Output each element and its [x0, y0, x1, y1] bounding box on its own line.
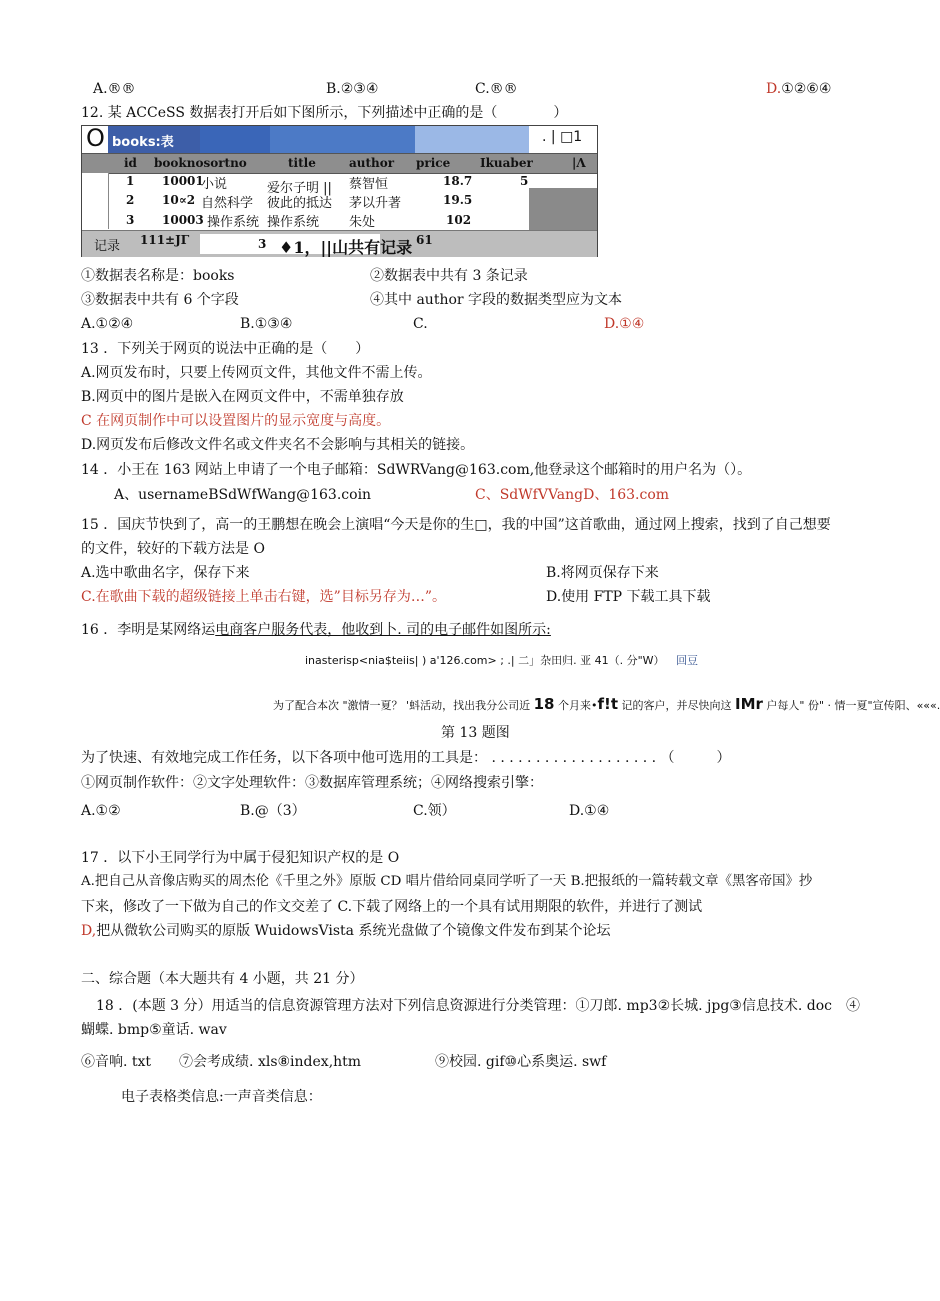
q14-option-a: A、usernameBSdWfWang@163.coin: [114, 487, 372, 503]
q17-line-3-text: 把从微软公司购买的原版 WuidowsVista 系统光盘做了个镜像文件发布到某个论坛: [96, 923, 611, 939]
side-mark: |Λ: [572, 156, 586, 170]
q12-statement-4: ④其中 author 字段的数据类型应为文本: [370, 292, 623, 308]
q14-option-cd: C、SdWfVVangD、163.com: [475, 487, 670, 503]
q12-option-d: D.①④: [604, 316, 645, 332]
q12-statement-3: ③数据表中共有 6 个字段: [81, 292, 239, 308]
q11-option-b: B.②③④: [326, 81, 379, 97]
email-reply-link[interactable]: 回豆: [676, 654, 699, 667]
q15-option-b: B.将网页保存下来: [546, 565, 659, 581]
q16-tools: ①网页制作软件：②文字处理软件：③数据库管理系统；④网络搜索引擎：: [81, 775, 543, 791]
section-2-heading: 二、综合题（本大题共有 4 小题，共 21 分）: [81, 971, 364, 987]
q16-stem: [81, 621, 551, 639]
q15-stem-line-1: 15 ．国庆节快到了，高一的王鹏想在晚会上演唱“今天是你的生□，我的中国”这首歌曲，通过网上搜索，找到了自己想要: [81, 517, 831, 533]
q15-option-d: D.使用 FTP 下载工具下载: [546, 589, 711, 605]
q15-option-c: C.在歌曲下载的超级链接上单击右键，选”目标另存为…”。: [81, 589, 446, 605]
q13-stem: 13 ．下列关于网页的说法中正确的是（ ）: [81, 341, 370, 357]
q16-stem-prefix: 16 ．李明是某网络运: [81, 622, 216, 638]
q14-stem: 14 ．小王在 163 网站上申请了一个电子邮箱：SdWRVang@163.com,他登录这个邮箱时的用户名为（）。: [81, 462, 752, 478]
q11-option-a: A.®®: [93, 81, 136, 97]
q17-stem: 17 ．以下小王同学行为中属于侵犯知识产权的是 O: [81, 850, 400, 866]
q12-option-c: C.: [413, 316, 428, 332]
q18-line-3a: ⑥音响. txt ⑦会考成绩. xls⑧index,htm: [81, 1054, 362, 1070]
header-author: author: [349, 156, 395, 170]
header-number: Ikuaber: [480, 156, 533, 170]
figure-caption: 第 13 题图: [441, 725, 510, 741]
email-body: 为了配合本次 "激情一夏？ '蚪活动，找出我分公司近 18 个月来•f!t 记的客户，并尽快向这 IMr 户每人" 份" · 情一夏"宣传阳、«««.: [273, 695, 940, 713]
q11-option-d: D.①②⑥④: [766, 81, 832, 97]
q13-option-b: B.网页中的图片是嵌入在网页文件中，不需单独存放: [81, 389, 404, 405]
q11-option-c: C.®®: [475, 81, 518, 97]
q16-stem-underlined: 电商客户服务代表，他收到卜. 司的电子邮件如图所示:: [215, 622, 551, 638]
q12-statement-1: ①数据表名称是：books: [81, 268, 235, 284]
q13-option-c: C 在网页制作中可以设置图片的显示宽度与高度。: [81, 413, 391, 429]
q12-option-a: A.①②④: [81, 316, 134, 332]
q18-line-1: 18 ．(本题 3 分）用适当的信息资源管理方法对下列信息资源进行分类管理：①刀郎. mp3②长城. jpg③信息技术. doc ④: [96, 998, 860, 1014]
q16-option-a: A.①②: [81, 803, 121, 819]
record-nav-buttons[interactable]: 111±JΓ: [140, 233, 190, 247]
q16-question: 为了快速、有效地完成工作任务，以下各项中他可选用的工具是： . . . . . . . . . . . . . . . . . . . （ ）: [81, 750, 731, 766]
header-title: title: [288, 156, 316, 170]
header-price: price: [416, 156, 451, 170]
access-table-window: O books:表 . | □1 id booknosortno title author price Ikuaber |Λ 1 10001 小说 爱尔子明 || 蔡智恒 18.7 5 2 10∝2 自然科学 彼此的抵达 茅以升著 19.5 3 10003 操作系统 操作系统 朱处 102 记录 111±JΓ 3 ♦1，||山共有记录 61: [81, 125, 598, 257]
header-bookno-sortno: booknosortno: [154, 156, 247, 170]
email-sender: inasterisp<nia$teiis| ) a'126.com> ; .| 二」杂田归. 亚 41（. 分"W）: [305, 654, 665, 667]
q12-statement-2: ②数据表中共有 3 条记录: [370, 268, 528, 284]
q11-option-d-text: ①②⑥④: [781, 81, 832, 97]
q17-line-2: 下来，修改了一下做为自己的作文交差了 C.下载了网络上的一个具有试用期限的软件，并进行了测试: [81, 899, 703, 915]
q18-line-4: 电子表格类信息:一声音类信息：: [121, 1089, 322, 1105]
q18-line-2: 蝴蝶. bmp⑤童话. wav: [81, 1022, 227, 1038]
q12-option-b: B.①③④: [240, 316, 293, 332]
q13-option-d: D.网页发布后修改文件名或文件夹名不会影响与其相关的链接。: [81, 437, 475, 453]
window-controls[interactable]: . | □1: [542, 129, 583, 145]
record-extra: 61: [416, 233, 433, 247]
q17-line-1: A.把自己从音像店购买的周杰伦《千里之外》原版 CD 唱片借给同桌同学听了一天 B.把报纸的一篇转载文章《黑客帝国》抄: [81, 874, 813, 889]
window-title: books:表: [112, 135, 174, 150]
q17-line-3: D,把从微软公司购买的原版 WuidowsVista 系统光盘做了个镜像文件发布到某个论坛: [81, 923, 611, 939]
record-navigator: [82, 230, 597, 257]
q15-stem-line-2: 的文件，较好的下载方法是 O: [81, 541, 265, 557]
q15-option-a: A.选中歌曲名字，保存下来: [81, 565, 250, 581]
record-label: 记录: [94, 239, 121, 254]
header-id: id: [124, 156, 137, 170]
q18-line-3b: ⑨校园. gif⑩心系奥运. swf: [435, 1054, 607, 1070]
window-o-icon: O: [86, 124, 105, 152]
q13-option-a: A.网页发布时，只要上传网页文件，其他文件不需上传。: [81, 365, 432, 381]
q16-option-b: B.@（3）: [240, 803, 306, 819]
table-header: [82, 153, 597, 174]
q12-stem: 12. 某 ACCeSS 数据表打开后如下图所示，下列描述中正确的是（ ）: [81, 105, 568, 121]
q16-option-d: D.①④: [569, 803, 610, 819]
record-current[interactable]: 3: [258, 237, 267, 251]
window-title-bar: [82, 126, 597, 153]
record-nav-buttons-2[interactable]: ♦1，||山共有记录: [279, 238, 413, 257]
q16-option-c: C.领）: [413, 803, 456, 819]
email-header: [305, 652, 698, 670]
